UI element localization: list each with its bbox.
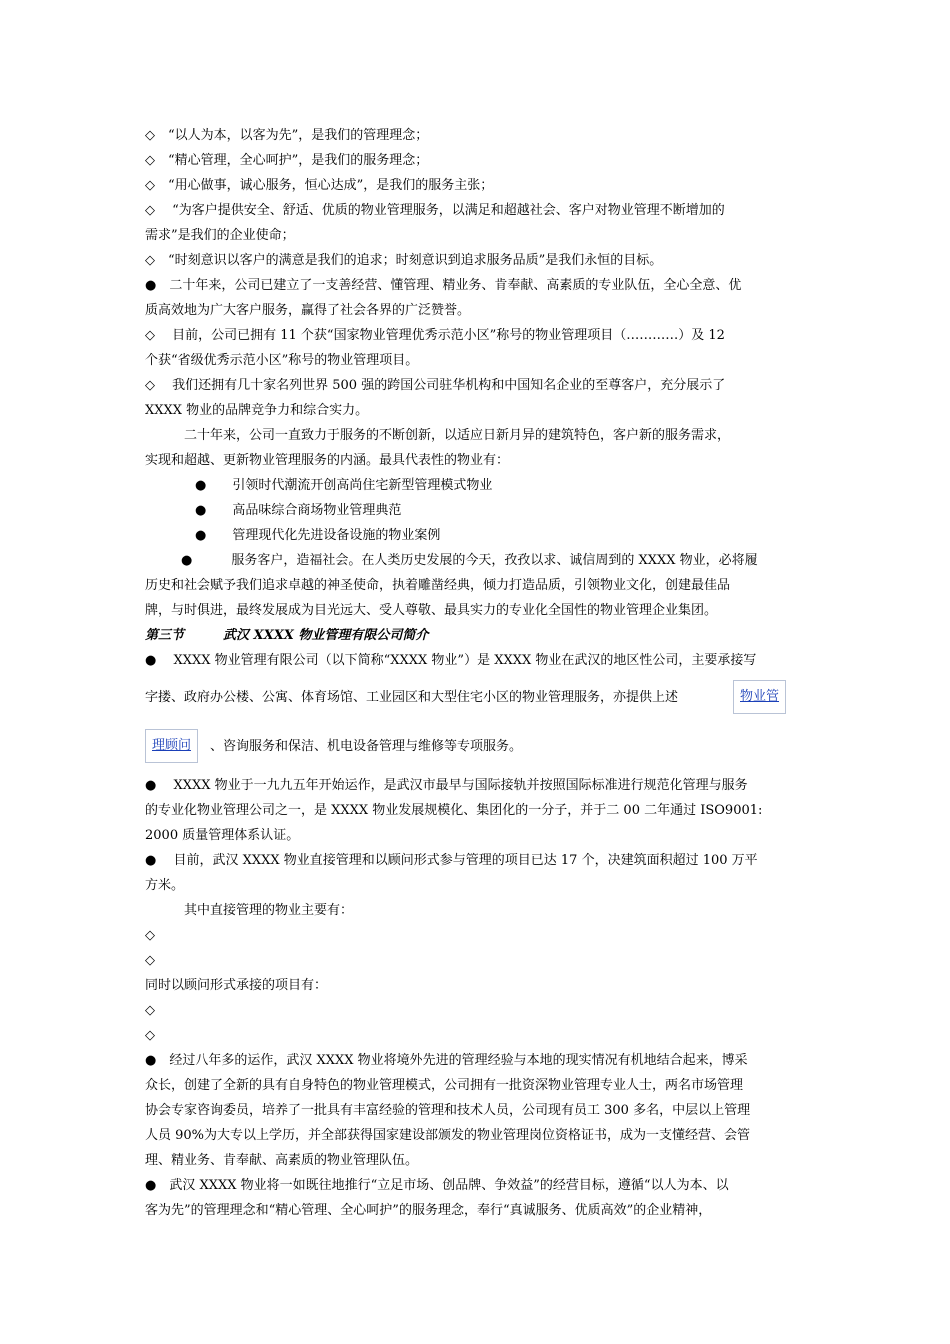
text-line: 字搂、政府办公楼、公寓、体育场馆、工业园区和大型住宅小区的物业管理服务，亦提供上述: [145, 690, 679, 705]
diamond-bullet: ◇: [145, 1003, 155, 1018]
text-line: ● 目前，武汉 XXXX 物业直接管理和以顾问形式参与管理的项目已达 17 个，决建筑面积超过 100 万平: [145, 853, 758, 868]
text-line: 牌，与时俱进，最终发展成为目光远大、受人尊敬、最具实力的专业化全国性的物业管理企业集团。: [145, 603, 718, 618]
link-property-consulting-part2[interactable]: 理顾问: [145, 729, 198, 763]
text-line: 的专业化物业管理公司之一，是 XXXX 物业发展规模化、集团化的一分子，并于二 00 二年通过 ISO9001:: [145, 803, 763, 818]
text-line: 需求”是我们的企业使命；: [145, 228, 295, 243]
bullet-item: ● 管理现代化先进设备设施的物业案例: [195, 528, 441, 543]
text-line: ● XXXX 物业管理有限公司（以下简称“XXXX 物业”）是 XXXX 物业在武汉的地区性公司，主要承接写: [145, 653, 757, 668]
text-line: 其中直接管理的物业主要有：: [145, 903, 354, 918]
text-line: 二十年来，公司一直致力于服务的不断创新，以适应日新月异的建筑特色，客户新的服务需求，: [145, 428, 731, 443]
bullet-item: ● 高品味综合商场物业管理典范: [195, 503, 402, 518]
text-line: 协会专家咨询委员，培养了一批具有丰富经验的管理和技术人员，公司现有员工 300 多名，中层以上管理: [145, 1103, 751, 1118]
text-line: 个获“省级优秀示范小区”称号的物业管理项目。: [145, 353, 419, 368]
text-line: 2000 质量管理体系认证。: [145, 828, 300, 843]
text-line: 质高效地为广大客户服务，赢得了社会各界的广泛赞誉。: [145, 303, 471, 318]
text-line: ◇ 我们还拥有几十家名列世界 500 强的跨国公司驻华机构和中国知名企业的至尊客户，充分展示了: [145, 378, 726, 393]
text-line: 实现和超越、更新物业管理服务的内涵。最具代表性的物业有：: [145, 453, 510, 468]
text-line: ● 二十年来，公司已建立了一支善经营、懂管理、精业务、肯奉献、高素质的专业队伍，全心全意、优: [145, 278, 742, 293]
text-line: 、咨询服务和保洁、机电设备管理与维修等专项服务。: [210, 739, 523, 754]
bullet-item: ● 引领时代潮流开创高尚住宅新型管理模式物业: [195, 478, 493, 493]
diamond-bullet: ◇: [145, 953, 155, 968]
diamond-bullet: ◇: [145, 928, 155, 943]
text-line: ◇ “以人为本，以客为先”，是我们的管理理念；: [145, 128, 429, 143]
text-line: ◇ “用心做事，诚心服务，恒心达成”，是我们的服务主张；: [145, 178, 494, 193]
text-line: ◇ “精心管理，全心呵护”，是我们的服务理念；: [145, 153, 429, 168]
section-heading: 第三节 武汉 XXXX 物业管理有限公司简介: [145, 628, 429, 643]
text-line: 众长，创建了全新的具有自身特色的物业管理模式，公司拥有一批资深物业管理专业人士，两名市场管理: [145, 1078, 744, 1093]
diamond-bullet: ◇: [145, 1028, 155, 1043]
text-line: 方米。: [145, 878, 185, 893]
text-line: ◇ 目前，公司已拥有 11 个获“国家物业管理优秀示范小区”称号的物业管理项目（…………）及 12: [145, 328, 725, 343]
text-line: XXXX 物业的品牌竞争力和综合实力。: [145, 403, 369, 418]
link-property-consulting-part1[interactable]: 物业管: [733, 680, 786, 714]
text-line: ◇ “为客户提供安全、舒适、优质的物业管理服务，以满足和超越社会、客户对物业管理不断增加的: [145, 203, 725, 218]
text-line: ● XXXX 物业于一九九五年开始运作，是武汉市最早与国际接轨并按照国际标准进行规范化管理与服务: [145, 778, 748, 793]
text-line: 同时以顾问形式承接的项目有：: [145, 978, 328, 993]
text-line: ● 武汉 XXXX 物业将一如既往地推行“立足市场、创品牌、争效益”的经营目标，遵循“以人为本、以: [145, 1178, 729, 1193]
text-line: ◇ “时刻意识以客户的满意是我们的追求；时刻意识到追求服务品质”是我们永恒的目标。: [145, 253, 663, 268]
text-line: ● 经过八年多的运作，武汉 XXXX 物业将境外先进的管理经验与本地的现实情况有机地结合起来，博采: [145, 1053, 748, 1068]
text-line: 理、精业务、肯奉献、高素质的物业管理队伍。: [145, 1153, 419, 1168]
text-line: 人员 90%为大专以上学历，并全部获得国家建设部颁发的物业管理岗位资格证书，成为一支懂经营、会管: [145, 1128, 751, 1143]
text-line: 客为先”的管理理念和“精心管理、全心呵护”的服务理念，奉行“真诚服务、优质高效”的企业精神，: [145, 1203, 712, 1218]
text-line: ● 服务客户，造福社会。在人类历史发展的今天，孜孜以求、诚信周到的 XXXX 物业，必将履: [181, 553, 758, 568]
text-line: 历史和社会赋予我们追求卓越的神圣使命，执着雕凿经典，倾力打造品质，引领物业文化，创建最佳品: [145, 578, 731, 593]
